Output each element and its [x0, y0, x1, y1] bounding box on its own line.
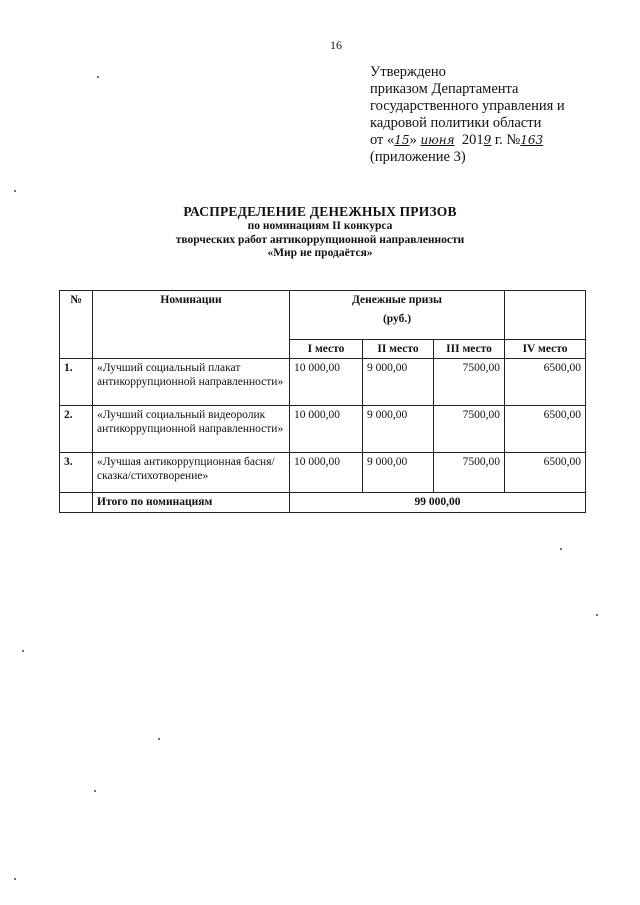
prize-place-1: 10 000,00 — [290, 359, 363, 406]
column-header-nominations: Номинации — [93, 291, 290, 359]
scan-speck — [158, 738, 160, 740]
scan-speck — [14, 878, 16, 880]
scan-speck — [560, 548, 562, 550]
prizes-label: Денежные призы — [351, 294, 443, 306]
date-mid: » — [409, 132, 421, 148]
date-prefix: от « — [370, 132, 395, 148]
nomination-cell: «Лучший социальный видеоролик антикоррупционной направленности» — [93, 406, 290, 453]
document-subtitle: по номинациям II конкурса — [247, 220, 393, 232]
scan-speck — [596, 614, 598, 616]
table-header-row — [60, 291, 586, 340]
nomination-cell: «Лучший социальный плакат антикоррупционной направленности» — [93, 359, 290, 406]
scan-speck — [94, 790, 96, 792]
prize-place-4: 6500,00 — [505, 406, 586, 453]
column-header-place-2: II место — [363, 340, 434, 359]
approval-line: приказом Департамента — [370, 81, 519, 97]
prize-place-2: 9 000,00 — [363, 453, 434, 493]
approval-line: государственного управления и — [370, 98, 565, 114]
nomination-cell: «Лучшая антикоррупционная басня/сказка/стихотворение» — [93, 453, 290, 493]
number-prefix: г. № — [491, 132, 521, 148]
approval-appendix: (приложение 3) — [370, 149, 466, 165]
total-value: 99 000,00 — [290, 493, 586, 513]
prize-place-1: 10 000,00 — [290, 453, 363, 493]
scan-speck — [22, 650, 24, 652]
approval-date-line — [370, 132, 565, 149]
approval-line: Утверждено — [370, 64, 446, 80]
document-title-block — [0, 204, 640, 261]
prizes-unit: (руб.) — [382, 313, 412, 325]
column-header-place-3: III место — [434, 340, 505, 359]
scan-speck — [14, 190, 16, 192]
row-number: 2. — [60, 406, 93, 453]
document-subtitle: творческих работ антикоррупционной направленности — [175, 233, 465, 246]
prize-place-1: 10 000,00 — [290, 406, 363, 453]
row-number: 1. — [60, 359, 93, 406]
prize-place-3: 7500,00 — [434, 359, 505, 406]
prize-place-4: 6500,00 — [505, 359, 586, 406]
document-title: РАСПРЕДЕЛЕНИЕ ДЕНЕЖНЫХ ПРИЗОВ — [183, 204, 457, 219]
column-header-number: № — [60, 291, 93, 359]
column-header-empty — [505, 291, 586, 340]
handwritten-day: 15 — [394, 133, 410, 147]
handwritten-year-digit: 9 — [483, 133, 492, 147]
approval-line: кадровой политики области — [370, 115, 542, 131]
handwritten-order-number: 163 — [520, 133, 544, 147]
total-label: Итого по номинациям — [93, 493, 290, 513]
prize-place-2: 9 000,00 — [363, 406, 434, 453]
scan-speck — [97, 76, 99, 78]
table-row — [60, 359, 586, 406]
prize-distribution-table — [59, 290, 586, 513]
document-subtitle: «Мир не продаётся» — [267, 247, 373, 259]
table-total-row — [60, 493, 586, 513]
approval-block — [370, 64, 565, 166]
prize-place-4: 6500,00 — [505, 453, 586, 493]
column-header-place-4: IV место — [505, 340, 586, 359]
column-header-place-1: I место — [290, 340, 363, 359]
table-row — [60, 453, 586, 493]
prize-place-3: 7500,00 — [434, 406, 505, 453]
prize-place-3: 7500,00 — [434, 453, 505, 493]
page-number: 16 — [330, 38, 342, 52]
prize-place-2: 9 000,00 — [363, 359, 434, 406]
row-number: 3. — [60, 453, 93, 493]
column-header-prizes — [290, 291, 505, 340]
total-empty-cell — [60, 493, 93, 513]
table-row — [60, 406, 586, 453]
year-prefix: 201 — [454, 132, 484, 148]
handwritten-month: июня — [420, 133, 455, 147]
